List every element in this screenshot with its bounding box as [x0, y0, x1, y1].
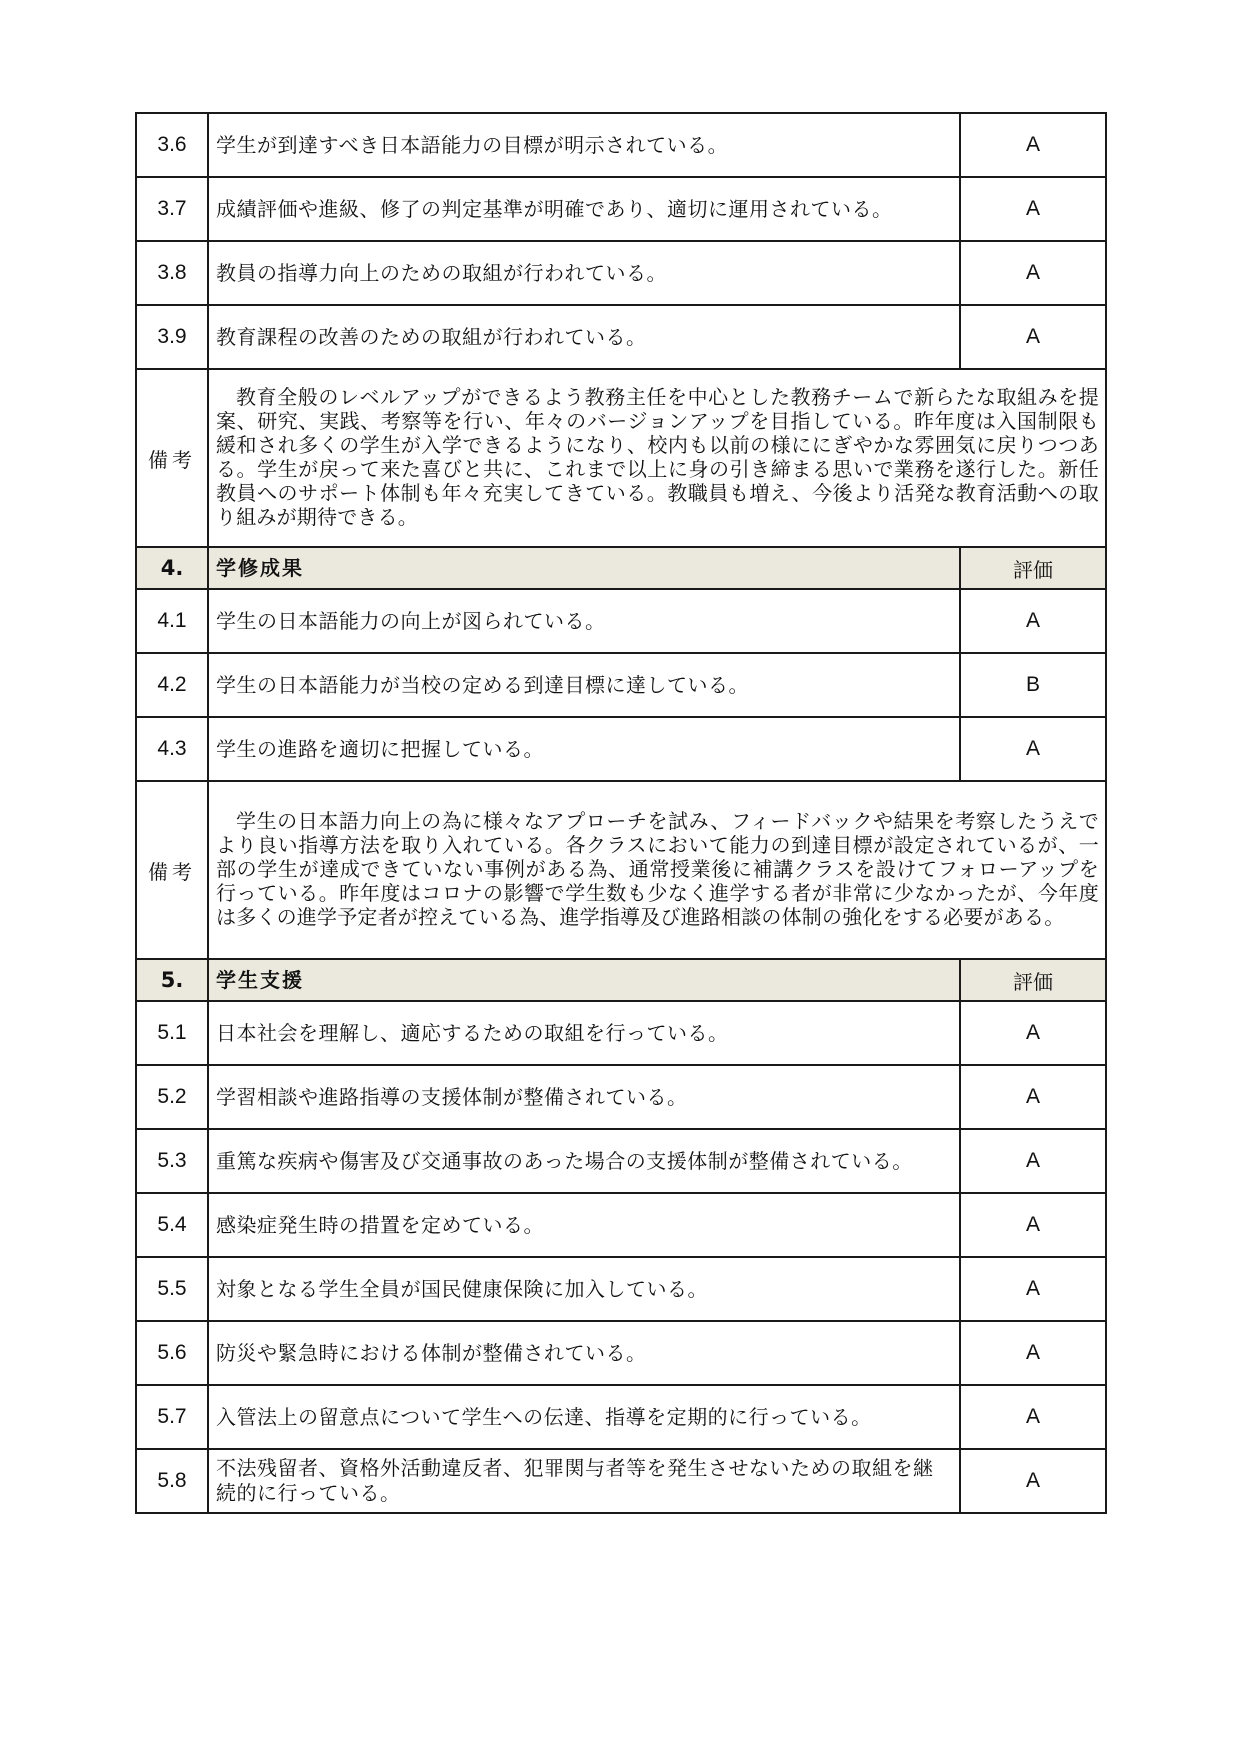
item-description: 対象となる学生全員が国民健康保険に加入している。	[208, 1257, 960, 1321]
table-row	[136, 1321, 1106, 1385]
evaluation-header: 評価	[960, 959, 1106, 1001]
item-grade: A	[960, 305, 1106, 369]
evaluation-table	[135, 112, 1107, 1514]
table-row	[136, 241, 1106, 305]
item-number: 3.7	[136, 177, 208, 241]
item-description: 日本社会を理解し、適応するための取組を行っている。	[208, 1001, 960, 1065]
item-number: 3.6	[136, 113, 208, 177]
table-row	[136, 1385, 1106, 1449]
table-row	[136, 1193, 1106, 1257]
table-row	[136, 717, 1106, 781]
item-grade: A	[960, 589, 1106, 653]
section-header-row	[136, 547, 1106, 589]
item-description: 学生の日本語能力の向上が図られている。	[208, 589, 960, 653]
item-number: 5.2	[136, 1065, 208, 1129]
table-row	[136, 1001, 1106, 1065]
remarks-label: 備考	[136, 369, 208, 547]
item-description: 教育課程の改善のための取組が行われている。	[208, 305, 960, 369]
item-grade: A	[960, 1193, 1106, 1257]
item-description: 防災や緊急時における体制が整備されている。	[208, 1321, 960, 1385]
item-grade: A	[960, 1129, 1106, 1193]
item-description: 感染症発生時の措置を定めている。	[208, 1193, 960, 1257]
remarks-text: 学生の日本語力向上の為に様々なアプローチを試み、フィードバックや結果を考察したうえでより良い指導方法を取り入れている。各クラスにおいて能力の到達目標が設定されているが、一部の学生が達成できていない事例がある為、通常授業後に補講クラスを設けてフォローアップを行っている。昨年度はコロナの影響で学生数も少なく進学する者が非常に少なかったが、今年度は多くの進学予定者が控えている為、進学指導及び進路相談の体制の強化をする必要がある。	[208, 781, 1106, 959]
item-description: 入管法上の留意点について学生への伝達、指導を定期的に行っている。	[208, 1385, 960, 1449]
item-description: 教員の指導力向上のための取組が行われている。	[208, 241, 960, 305]
table-row	[136, 653, 1106, 717]
item-description: 学生が到達すべき日本語能力の目標が明示されている。	[208, 113, 960, 177]
section-number: 5.	[136, 959, 208, 1001]
item-number: 5.4	[136, 1193, 208, 1257]
table-row	[136, 589, 1106, 653]
item-number: 5.7	[136, 1385, 208, 1449]
table-row	[136, 1129, 1106, 1193]
item-description: 学習相談や進路指導の支援体制が整備されている。	[208, 1065, 960, 1129]
item-number: 5.6	[136, 1321, 208, 1385]
section-header-row	[136, 959, 1106, 1001]
item-grade: A	[960, 113, 1106, 177]
table-row	[136, 1257, 1106, 1321]
item-number: 4.3	[136, 717, 208, 781]
item-number: 5.5	[136, 1257, 208, 1321]
remarks-label: 備考	[136, 781, 208, 959]
item-description: 学生の進路を適切に把握している。	[208, 717, 960, 781]
item-grade: A	[960, 241, 1106, 305]
item-number: 5.1	[136, 1001, 208, 1065]
item-grade: A	[960, 1001, 1106, 1065]
item-number: 5.8	[136, 1449, 208, 1513]
section-title: 学修成果	[208, 547, 960, 589]
remarks-row	[136, 369, 1106, 547]
item-number: 3.9	[136, 305, 208, 369]
item-grade: A	[960, 717, 1106, 781]
table-row	[136, 113, 1106, 177]
evaluation-header: 評価	[960, 547, 1106, 589]
table-row	[136, 1449, 1106, 1513]
item-grade: A	[960, 1321, 1106, 1385]
section-title: 学生支援	[208, 959, 960, 1001]
item-description: 成績評価や進級、修了の判定基準が明確であり、適切に運用されている。	[208, 177, 960, 241]
table-row	[136, 1065, 1106, 1129]
item-number: 4.1	[136, 589, 208, 653]
item-grade: A	[960, 1385, 1106, 1449]
item-number: 3.8	[136, 241, 208, 305]
item-description: 不法残留者、資格外活動違反者、犯罪関与者等を発生させないための取組を継続的に行っている。	[208, 1449, 960, 1513]
item-grade: A	[960, 177, 1106, 241]
remarks-text: 教育全般のレベルアップができるよう教務主任を中心とした教務チームで新らたな取組みを提案、研究、実践、考察等を行い、年々のバージョンアップを目指している。昨年度は入国制限も緩和され多くの学生が入学できるようになり、校内も以前の様ににぎやかな雰囲気に戻りつつある。学生が戻って来た喜びと共に、これまで以上に身の引き締まる思いで業務を遂行した。新任教員へのサポート体制も年々充実してきている。教職員も増え、今後より活発な教育活動への取り組みが期待できる。	[208, 369, 1106, 547]
item-grade: A	[960, 1449, 1106, 1513]
table-row	[136, 177, 1106, 241]
item-grade: A	[960, 1257, 1106, 1321]
item-description: 学生の日本語能力が当校の定める到達目標に達している。	[208, 653, 960, 717]
item-number: 4.2	[136, 653, 208, 717]
item-grade: B	[960, 653, 1106, 717]
table-row	[136, 305, 1106, 369]
item-description: 重篤な疾病や傷害及び交通事故のあった場合の支援体制が整備されている。	[208, 1129, 960, 1193]
item-number: 5.3	[136, 1129, 208, 1193]
item-grade: A	[960, 1065, 1106, 1129]
section-number: 4.	[136, 547, 208, 589]
remarks-row	[136, 781, 1106, 959]
